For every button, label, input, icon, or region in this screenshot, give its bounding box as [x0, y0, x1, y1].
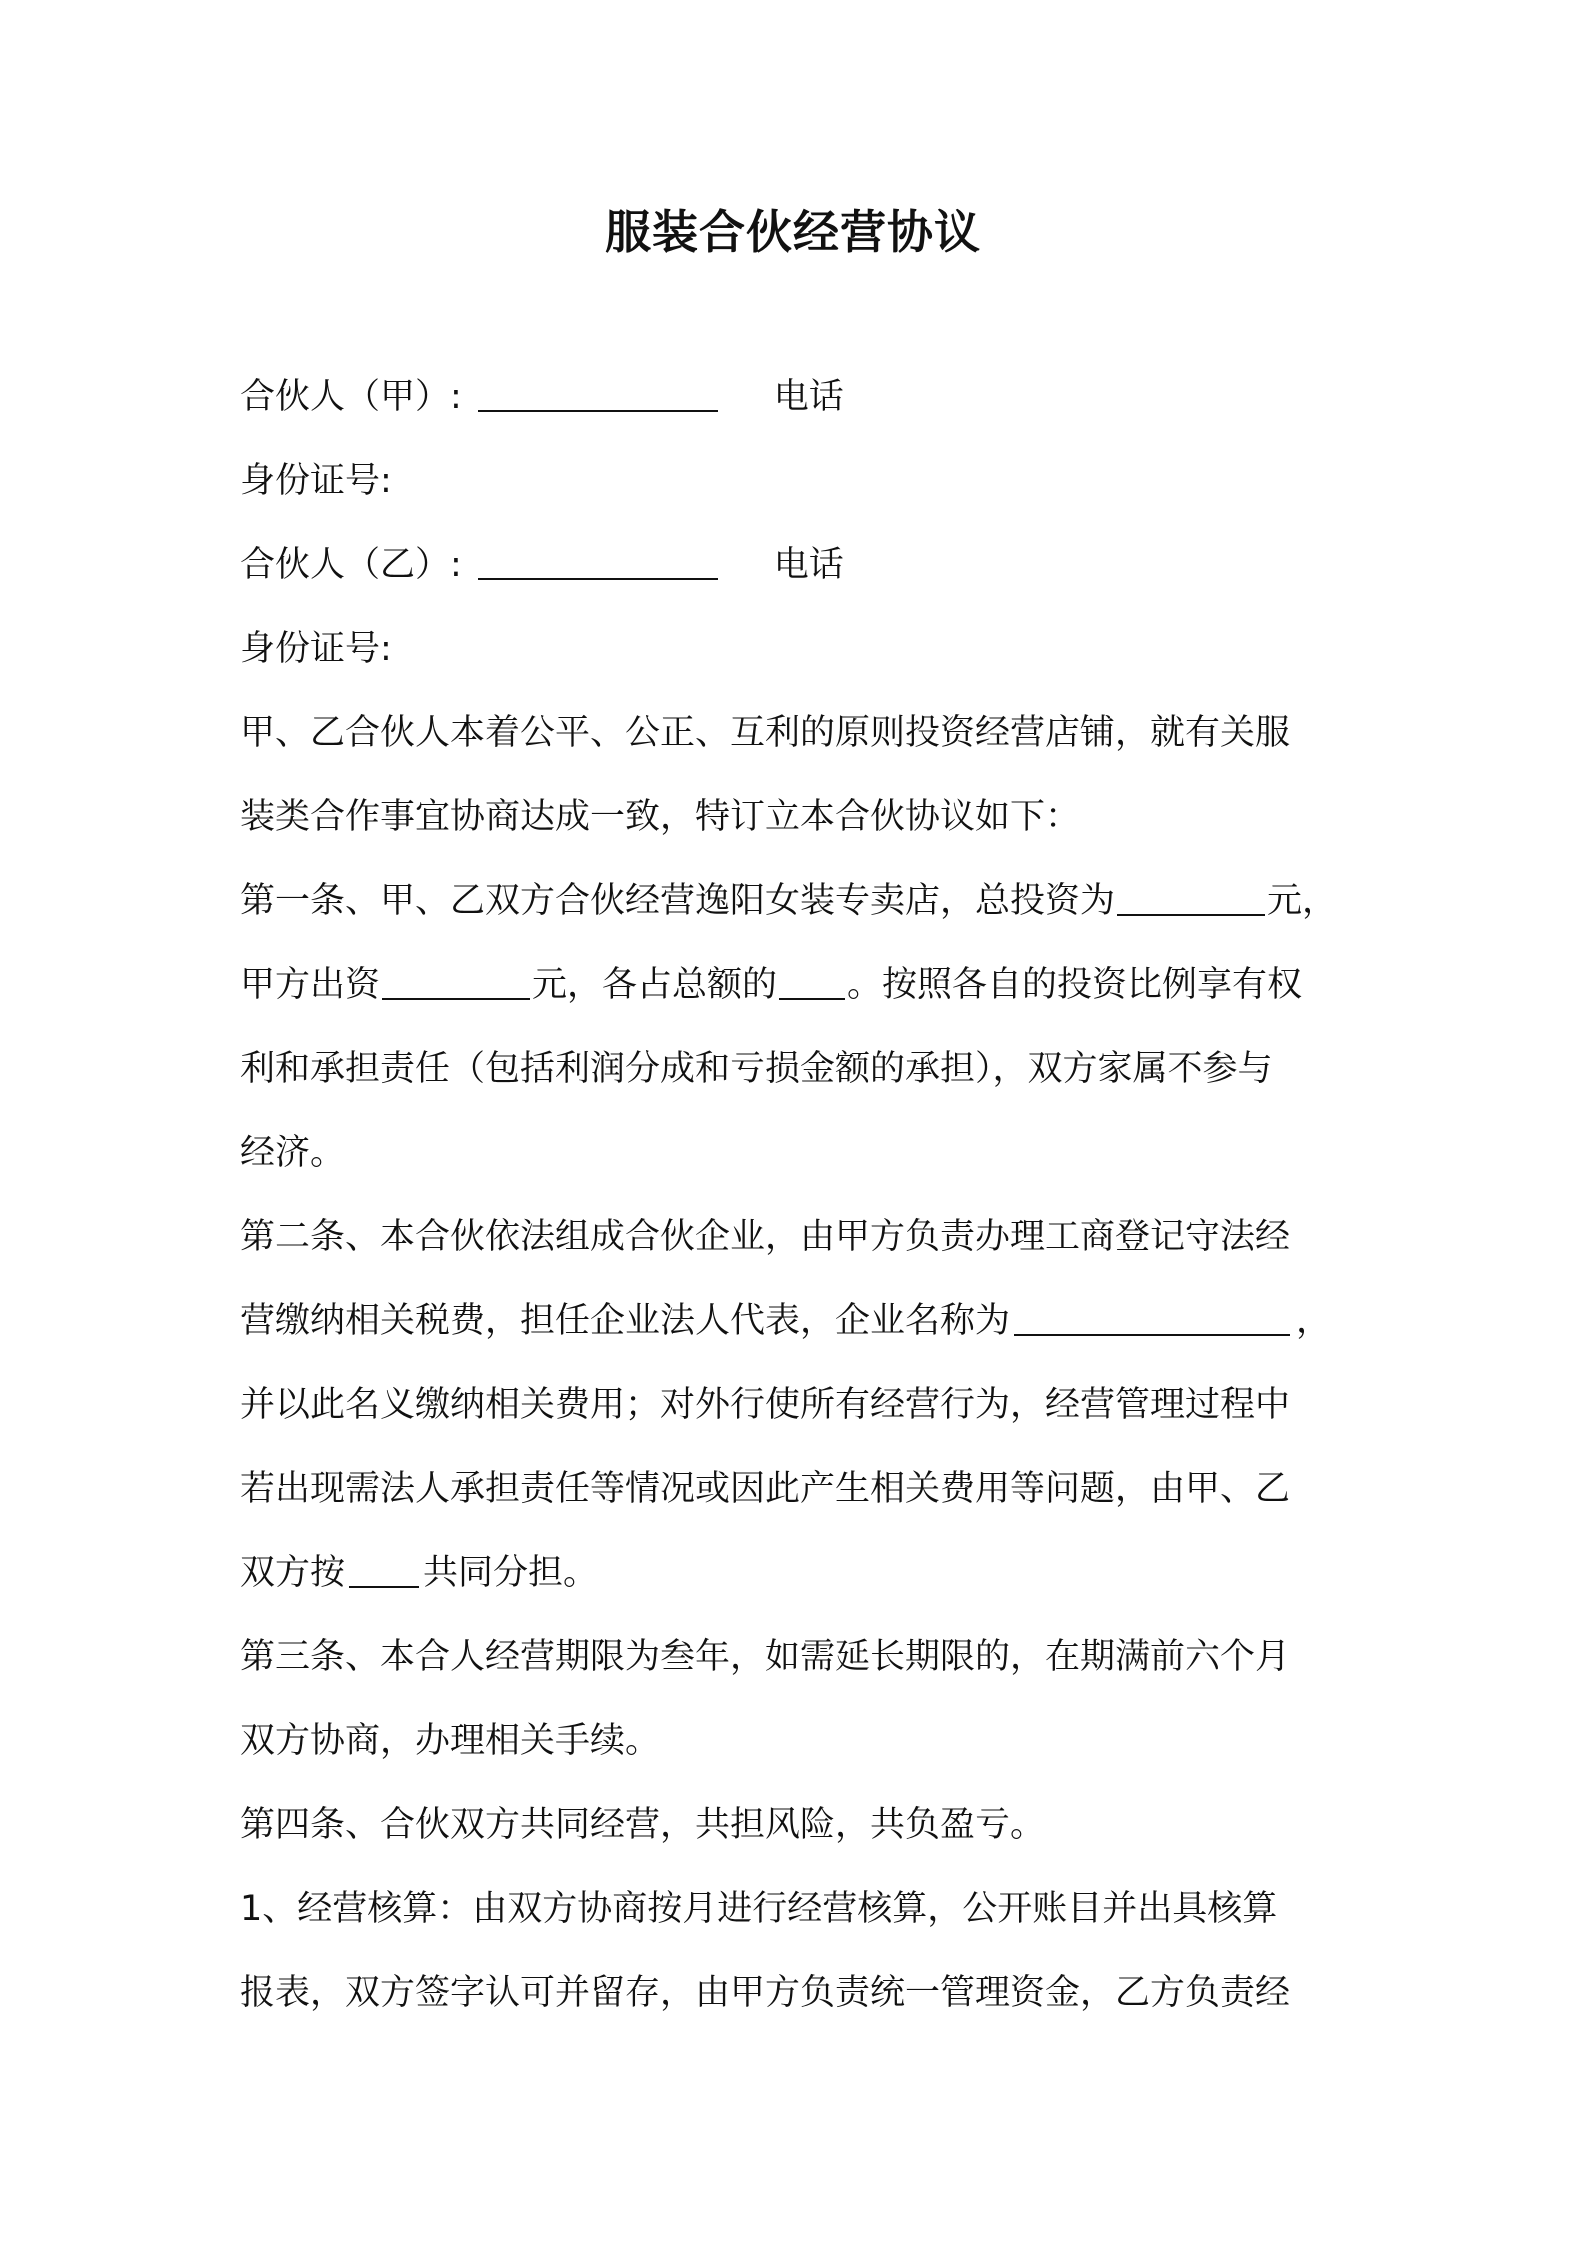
partner-b-phone-label: 电话: [773, 545, 844, 585]
document-title: 服装合伙经营协议: [605, 205, 981, 259]
partner-a-phone-label: 电话: [773, 377, 844, 417]
article-2-line-2: [240, 1296, 1360, 1346]
article-1-ratio-text: 。按照各自的投资比例享有权: [847, 965, 1303, 1005]
partner-a-name-blank[interactable]: [478, 376, 718, 412]
article-1-line-2: [240, 960, 1360, 1010]
partner-a-line: [240, 372, 1360, 422]
intro-line-1: 甲、乙合伙人本着公平、公正、互利的原则投资经营店铺，就有关服: [240, 713, 1291, 753]
partner-b-line: [240, 540, 1360, 590]
article-1-contribution-label: 甲方出资: [240, 965, 381, 1005]
article-3-line-1: 第三条、本合人经营期限为叁年，如需延长期限的，在期满前六个月: [240, 1637, 1291, 1677]
partner-a-id-line: [240, 456, 1360, 506]
article-3-line-2: 双方协商，办理相关手续。: [240, 1721, 661, 1761]
article-1-line-3: 利和承担责任（包括利润分成和亏损金额的承担），双方家属不参与: [240, 1049, 1273, 1089]
total-investment-blank[interactable]: [1117, 880, 1265, 916]
intro-line-2: 装类合作事宜协商达成一致，特订立本合伙协议如下：: [240, 797, 1081, 837]
article-2-share-text: 共同分担。: [423, 1553, 599, 1593]
article-2-company-label: 营缴纳相关税费，担任企业法人代表，企业名称为: [240, 1301, 1011, 1341]
cost-share-blank[interactable]: [349, 1552, 419, 1588]
article-1-unit: 元，: [1267, 881, 1338, 921]
clause-1-line-1: 1、经营核算：由双方协商按月进行经营核算，公开账目并出具核算: [240, 1889, 1278, 1929]
partner-b-name-blank[interactable]: [478, 544, 718, 580]
article-2-line-3: 并以此名义缴纳相关费用；对外行使所有经营行为，经营管理过程中: [240, 1385, 1291, 1425]
article-2-line-5: [240, 1548, 1360, 1598]
article-2-line-1: 第二条、本合伙依法组成合伙企业，由甲方负责办理工商登记守法经: [240, 1217, 1291, 1257]
article-1-line-4: 经济。: [240, 1133, 346, 1173]
article-4-line-1: 第四条、合伙双方共同经营，共担风险，共负盈亏。: [240, 1805, 1046, 1845]
partner-b-id-line: [240, 624, 1360, 674]
clause-1-line-2: 报表，双方签字认可并留存，由甲方负责统一管理资金，乙方负责经: [240, 1973, 1291, 2013]
article-1-line-1: [240, 876, 1360, 926]
partner-b-id-label: 身份证号:: [240, 629, 392, 669]
partner-a-id-label: 身份证号:: [240, 461, 392, 501]
partner-b-label: 合伙人（乙）:: [240, 545, 462, 585]
article-1-share-label: 元，各占总额的: [532, 965, 778, 1005]
company-name-blank[interactable]: [1014, 1300, 1290, 1336]
partner-a-label: 合伙人（甲）:: [240, 377, 462, 417]
share-percentage-blank[interactable]: [779, 964, 845, 1000]
article-1-text: 第一条、甲、乙双方合伙经营逸阳女装专卖店，总投资为: [240, 881, 1116, 921]
article-2-line-4: 若出现需法人承担责任等情况或因此产生相关费用等问题，由甲、乙: [240, 1469, 1291, 1509]
party-a-contribution-blank[interactable]: [382, 964, 530, 1000]
article-2-comma: ，: [1296, 1301, 1332, 1341]
article-2-ratio-label: 双方按: [240, 1553, 346, 1593]
